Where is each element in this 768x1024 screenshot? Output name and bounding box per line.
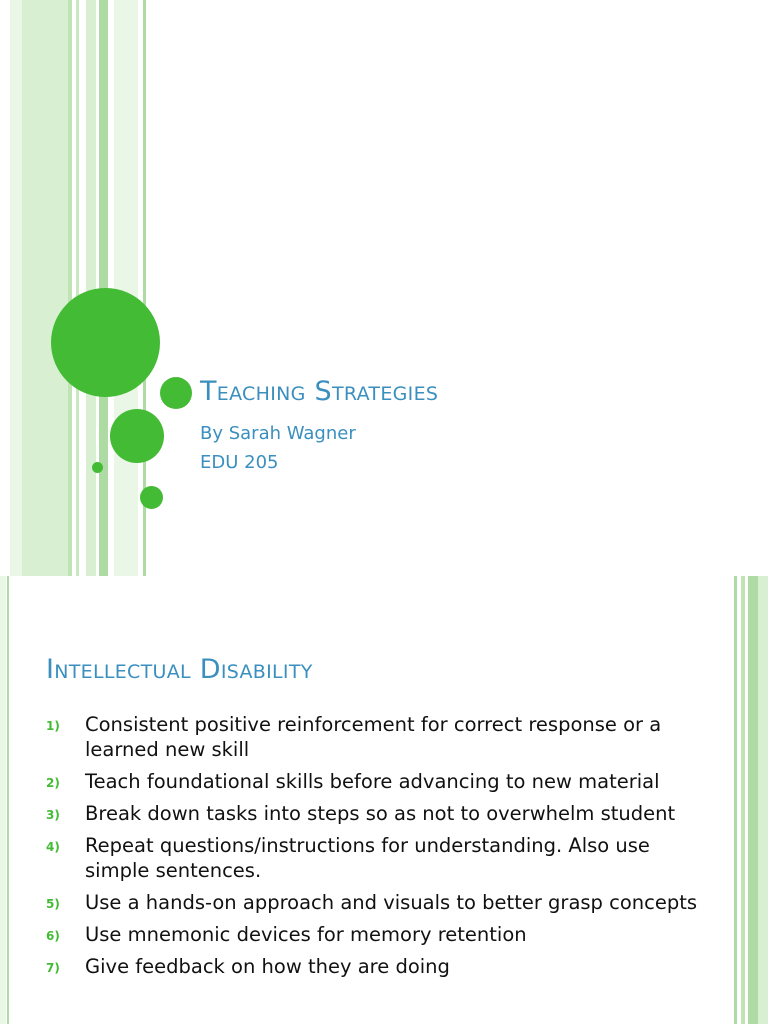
decorative-circle-large [51, 288, 160, 397]
decorative-stripe [76, 0, 79, 576]
list-item [46, 922, 706, 947]
decorative-stripe [748, 576, 758, 1024]
list-text: Use a hands-on approach and visuals to better grasp concepts [85, 891, 698, 914]
decorative-stripe [7, 576, 9, 1024]
decorative-stripe [741, 576, 745, 1024]
decorative-circle-medium [110, 409, 164, 463]
decorative-stripe [734, 576, 737, 1024]
list-item [46, 801, 706, 826]
list-number: 3) [46, 808, 60, 822]
decorative-stripe [0, 576, 6, 1024]
list-text: Teach foundational skills before advancing to new material [85, 770, 660, 793]
decorative-stripe [758, 576, 768, 1024]
slide-content [0, 576, 768, 1024]
list-number: 6) [46, 929, 60, 943]
list-number: 7) [46, 961, 60, 975]
decorative-stripe [68, 0, 72, 576]
list-text: Give feedback on how they are doing [85, 955, 450, 978]
decorative-stripe [22, 0, 68, 576]
list-item [46, 769, 706, 794]
list-item [46, 712, 706, 762]
list-number: 4) [46, 840, 60, 854]
strategy-list [46, 712, 706, 986]
list-text: Repeat questions/instructions for understanding. Also use simple sentences. [85, 834, 650, 882]
slide-heading: Intellectual Disability [46, 654, 313, 685]
author-line: By Sarah Wagner [200, 423, 356, 444]
list-text: Consistent positive reinforcement for correct response or a learned new skill [85, 713, 662, 761]
list-number: 5) [46, 897, 60, 911]
decorative-circle-small [160, 377, 192, 409]
list-text: Use mnemonic devices for memory retention [85, 923, 527, 946]
decorative-circle-small [140, 486, 163, 509]
list-number: 1) [46, 719, 60, 733]
slide-title-text: Teaching Strategies [200, 376, 439, 407]
list-item [46, 954, 706, 979]
course-line: EDU 205 [200, 452, 279, 473]
list-number: 2) [46, 776, 60, 790]
list-item [46, 890, 706, 915]
decorative-stripe [114, 0, 138, 576]
list-text: Break down tasks into steps so as not to overwhelm student [85, 802, 676, 825]
decorative-stripe [10, 0, 22, 576]
decorative-dot [92, 462, 103, 473]
list-item [46, 833, 706, 883]
